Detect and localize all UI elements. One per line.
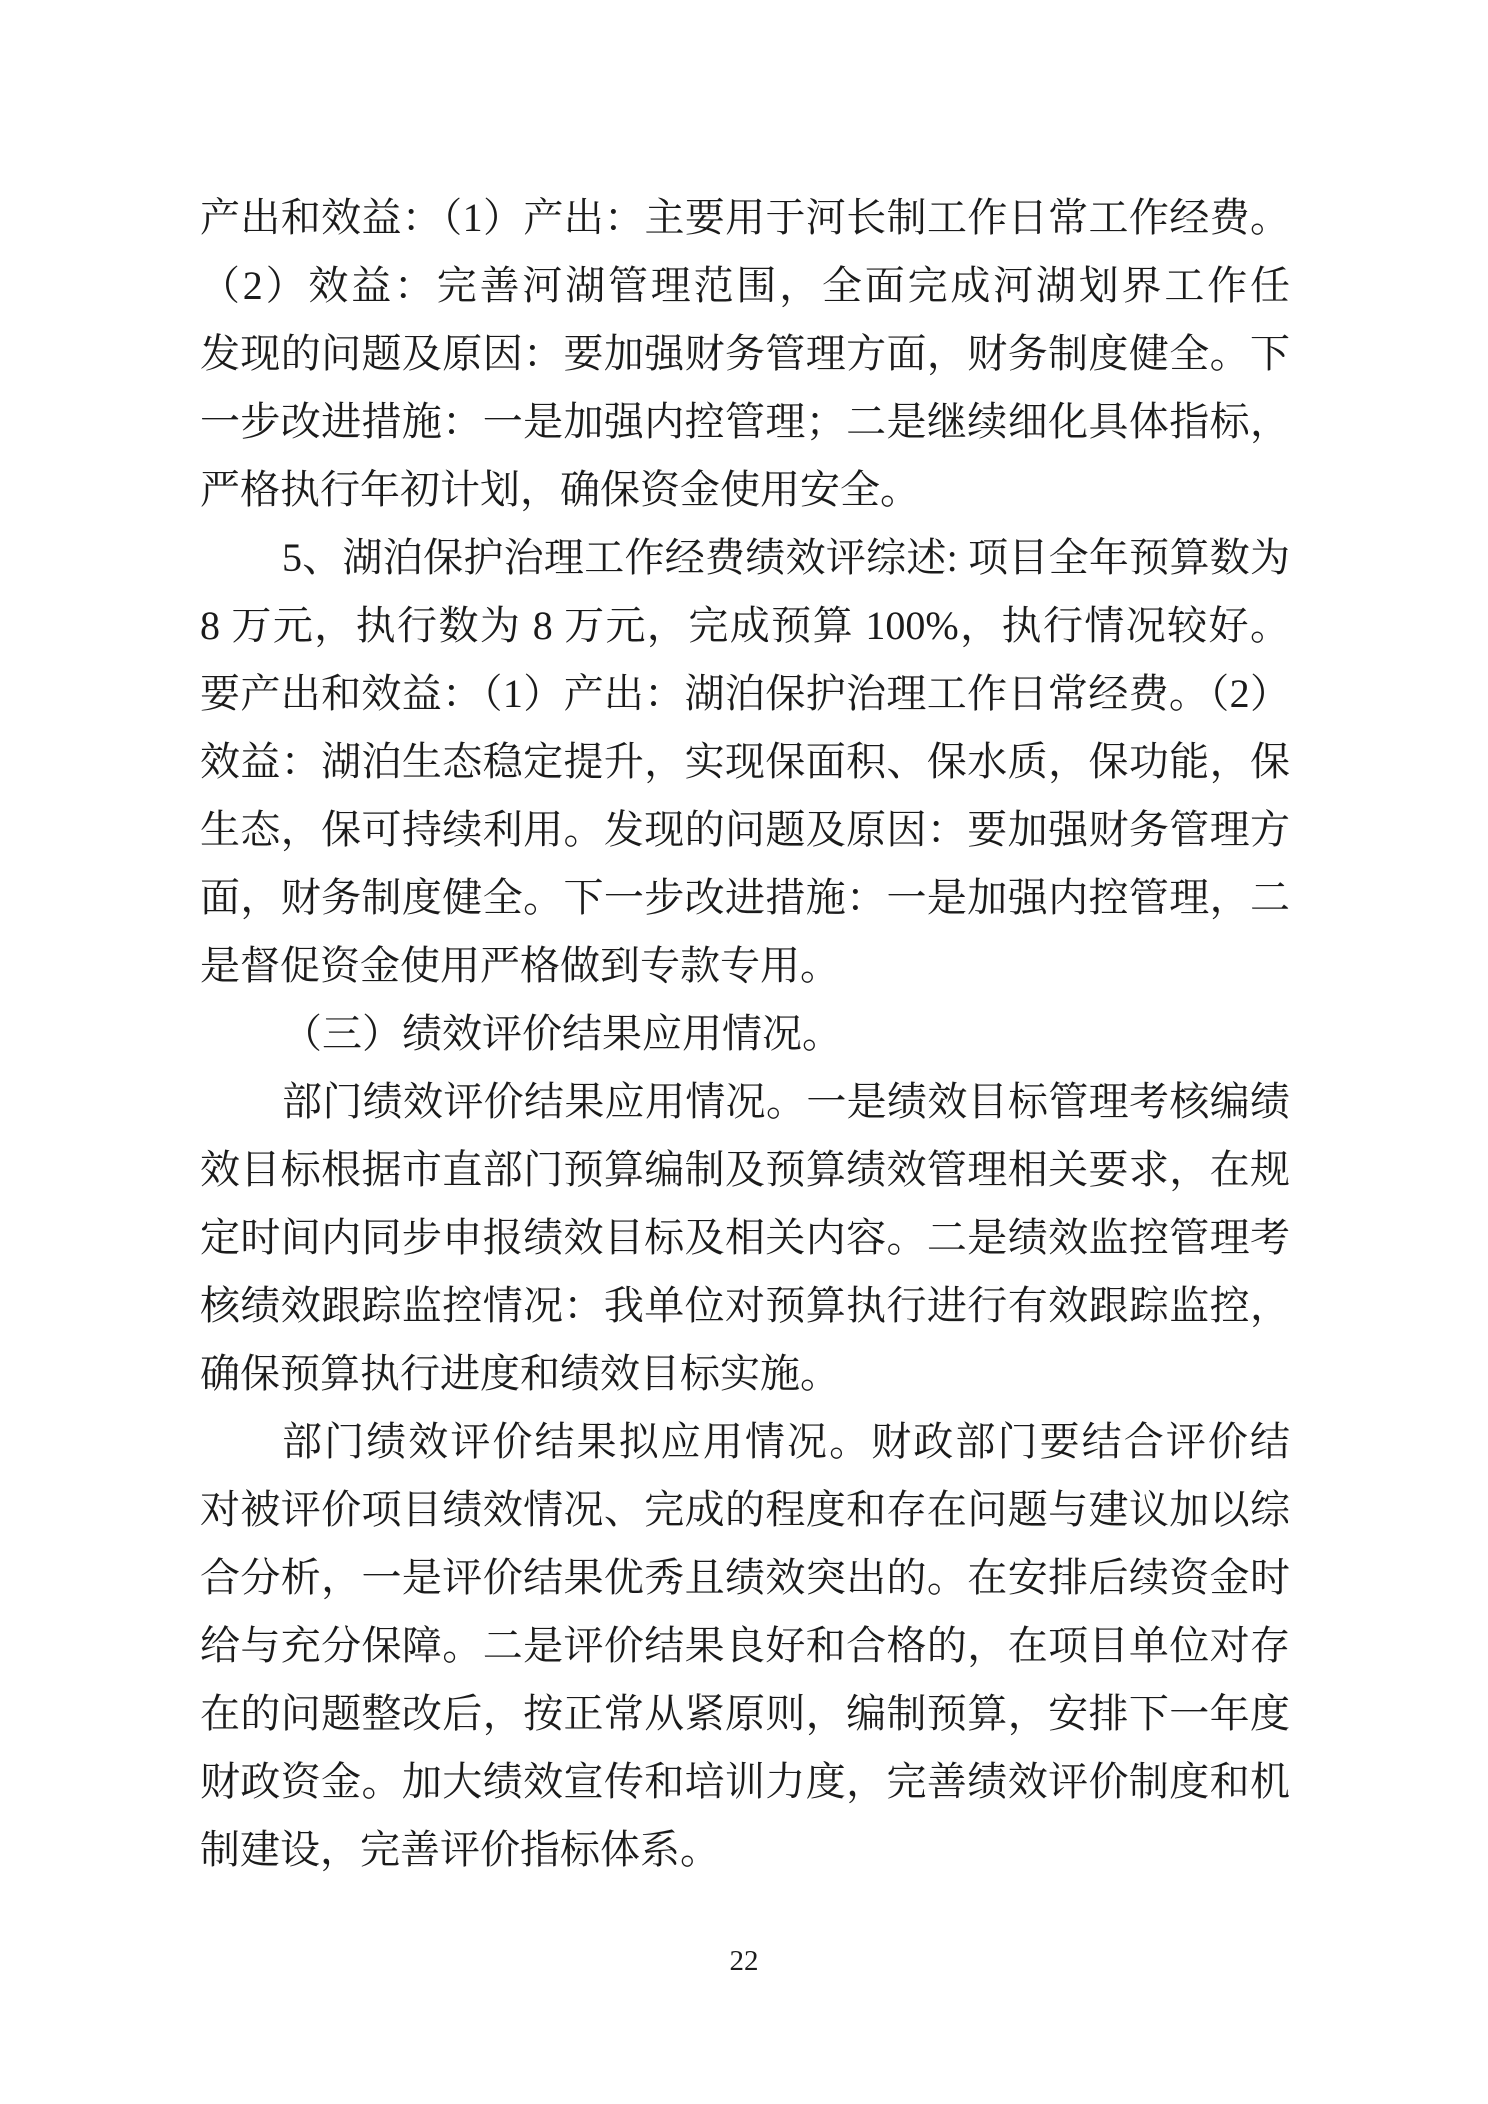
text-line: 8 万元，执行数为 8 万元，完成预算 100%，执行情况较好。 [200, 603, 1290, 648]
text-line: 合分析，一是评价结果优秀且绩效突出的。在安排后续资金时 [200, 1555, 1290, 1600]
text-line: 效益：湖泊生态稳定提升，实现保面积、保水质，保功能，保 [200, 739, 1290, 784]
text-line: 产出和效益：（1）产出：主要用于河长制工作日常工作经费。 [200, 195, 1290, 240]
text-line: 在的问题整改后，按正常从紧原则，编制预算，安排下一年度 [200, 1691, 1290, 1736]
text-line: 定时间内同步申报绩效目标及相关内容。二是绩效监控管理考 [200, 1215, 1290, 1260]
text-line: 财政资金。加大绩效宣传和培训力度，完善绩效评价制度和机 [200, 1759, 1290, 1804]
text-line: 一步改进措施：一是加强内控管理；二是继续细化具体指标， [200, 399, 1290, 444]
text-line: 严格执行年初计划，确保资金使用安全。 [200, 467, 920, 512]
text-line: 确保预算执行进度和绩效目标实施。 [200, 1351, 840, 1396]
text-line: 效目标根据市直部门预算编制及预算绩效管理相关要求，在规 [200, 1147, 1290, 1192]
text-line: 发现的问题及原因：要加强财务管理方面，财务制度健全。下 [200, 331, 1290, 376]
text-line: 制建设，完善评价指标体系。 [200, 1827, 720, 1872]
page-number: 22 [729, 1945, 759, 1977]
text-line: 给与充分保障。二是评价结果良好和合格的，在项目单位对存 [200, 1623, 1290, 1668]
text-line: （2）效益：完善河湖管理范围，全面完成河湖划界工作任 [200, 263, 1290, 308]
text-line: 是督促资金使用严格做到专款专用。 [200, 943, 840, 988]
paragraph [200, 1068, 1290, 1408]
text-line: 5、湖泊保护治理工作经费绩效评综述: 项目全年预算数为 [282, 535, 1290, 580]
paragraph [200, 1408, 1290, 1884]
paragraph [200, 1000, 1290, 1068]
text-line: （三）绩效评价结果应用情况。 [282, 1011, 842, 1056]
text-line: 生态，保可持续利用。发现的问题及原因：要加强财务管理方 [200, 807, 1290, 852]
document-body [200, 184, 1290, 1884]
text-line: 面，财务制度健全。下一步改进措施：一是加强内控管理，二 [200, 875, 1290, 920]
text-line: 对被评价项目绩效情况、完成的程度和存在问题与建议加以综 [200, 1487, 1290, 1532]
text-line: 部门绩效评价结果应用情况。一是绩效目标管理考核编绩 [282, 1079, 1290, 1124]
text-line: 核绩效跟踪监控情况：我单位对预算执行进行有效跟踪监控， [200, 1283, 1290, 1328]
paragraph [200, 184, 1290, 524]
text-line: 部门绩效评价结果拟应用情况。财政部门要结合评价结 [282, 1419, 1290, 1464]
paragraph [200, 524, 1290, 1000]
text-line: 要产出和效益：（1）产出：湖泊保护治理工作日常经费。（2） [200, 671, 1290, 716]
